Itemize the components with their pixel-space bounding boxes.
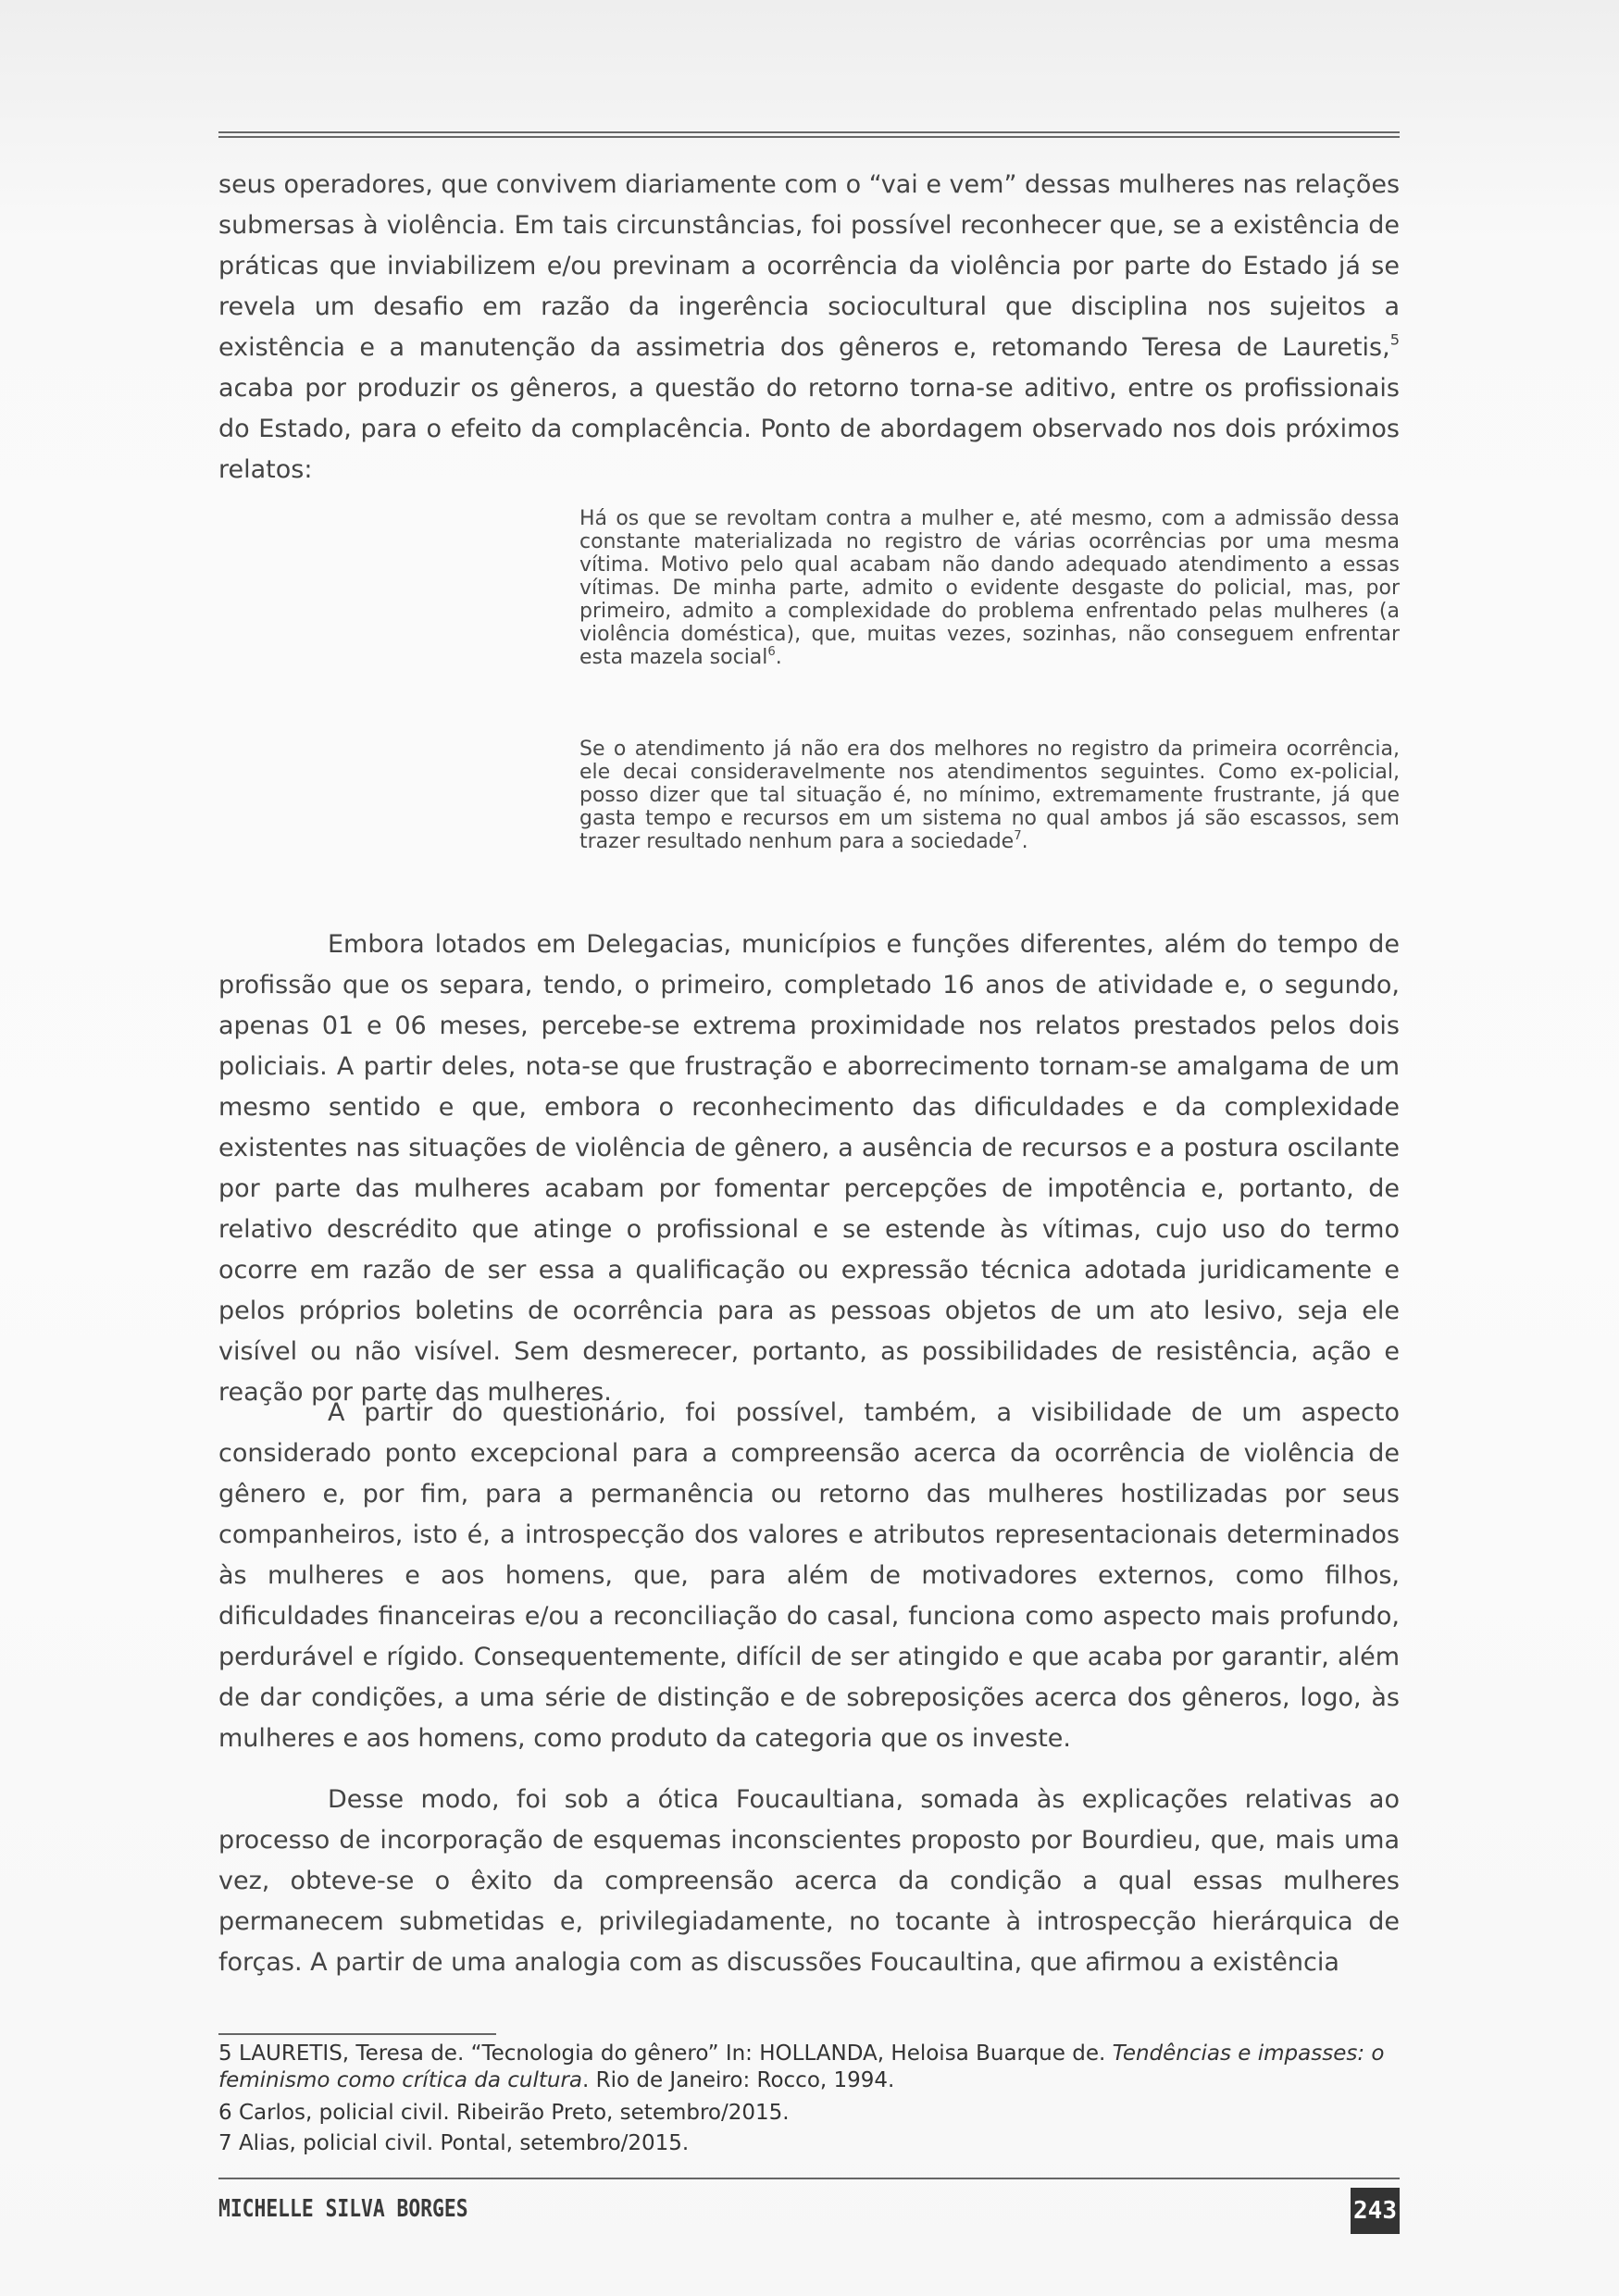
paragraph-1-text-b: acaba por produzir os gêneros, a questão do retorno torna-se aditivo, entre os profissionais do Estado, para o efeito da complacência. Ponto de abordagem observado nos dois próximos relatos: <box>218 374 1400 484</box>
document-page <box>218 0 1400 2296</box>
footnote-5-title: Tendências e impasses: o feminismo como crítica da cultura <box>218 2042 1385 2092</box>
paragraph-4: Desse modo, foi sob a ótica Foucaultiana, somada às explicações relativas ao processo de incorporação de esquemas inconscientes proposto por Bourdieu, que, mais uma vez, obteve-se o êxito da compreensão acerca da condição a qual essas mulheres permanecem submetidas e, privilegiadamente, no tocante à introspecção hierárquica de forças. A partir de uma analogia com as discussões Foucaultina, que afirmou a existência <box>218 1785 1400 1977</box>
footnote-5 <box>218 2041 1400 2094</box>
header-double-rule <box>218 131 1400 138</box>
footnote-5-lead: 5 LAURETIS, Teresa de. “Tecnologia do gênero” In: HOLLANDA, Heloisa Buarque de. <box>218 2042 1113 2066</box>
block-quote-1-text: Há os que se revoltam contra a mulher e, até mesmo, com a admissão dessa constante materializada no registro de várias ocorrências por uma mesma vítima. Motivo pelo qual acabam não dando adequado atendimento a essas vítimas. De minha parte, admito o evidente desgaste do policial, mas, por primeiro, admito a complexidade do problema enfrentado pelas mulheres (a violência doméstica), que, muitas vezes, sozinhas, não conseguem enfrentar esta mazela social <box>579 507 1400 669</box>
author-name: MICHELLE SILVA BORGES <box>218 2195 468 2223</box>
footnote-separator <box>218 2033 496 2035</box>
block-quote-2-end: . <box>1021 830 1028 853</box>
footnote-ref-7[interactable]: 7 <box>1014 828 1022 843</box>
footnote-7: 7 Alias, policial civil. Pontal, setembro/2015. <box>218 2131 690 2155</box>
footnote-6: 6 Carlos, policial civil. Ribeirão Preto, setembro/2015. <box>218 2101 790 2125</box>
block-quote-2 <box>579 738 1400 853</box>
block-quote-1-end: . <box>775 646 782 669</box>
block-quote-1 <box>579 507 1400 669</box>
footnote-5-tail: . Rio de Janeiro: Rocco, 1994. <box>582 2068 895 2092</box>
paragraph-1 <box>218 165 1400 490</box>
footnote-ref-6[interactable]: 6 <box>767 644 776 659</box>
paragraph-3: A partir do questionário, foi possível, também, a visibilidade de um aspecto considerado ponto excepcional para a compreensão acerca da ocorrência de violência de gênero e, por fim, para a permanência ou retorno das mulheres hostilizadas por seus companheiros, isto é, a introspecção dos valores e atributos representacionais determinados às mulheres e aos homens, que, para além de motivadores externos, como filhos, dificuldades financeiras e/ou a reconciliação do casal, funciona como aspecto mais profundo, perdurável e rígido. Consequentemente, difícil de ser atingido e que acaba por garantir, além de dar condições, a uma série de distinção e de sobreposições acerca dos gêneros, logo, às mulheres e aos homens, como produto da categoria que os investe. <box>218 1398 1400 1753</box>
paragraph-2: Embora lotados em Delegacias, municípios e funções diferentes, além do tempo de profissão que os separa, tendo, o primeiro, completado 16 anos de atividade e, o segundo, apenas 01 e 06 meses, percebe-se extrema proximidade nos relatos prestados pelos dois policiais. A partir deles, nota-se que frustração e aborrecimento tornam-se amalgama de um mesmo sentido e que, embora o reconhecimento das dificuldades e da complexidade existentes nas situações de violência de gênero, a ausência de recursos e a postura oscilante por parte das mulheres acabam por fomentar percepções de impotência e, portanto, de relativo descrédito que atinge o profissional e se estende às vítimas, cujo uso do termo ocorre em razão de ser essa a qualificação ou expressão técnica adotada juridicamente e pelos próprios boletins de ocorrência para as pessoas objetos de um ato lesivo, seja ele visível ou não visível. Sem desmerecer, portanto, as possibilidades de resistência, ação e reação por parte das mulheres. <box>218 930 1400 1407</box>
block-quote-2-text: Se o atendimento já não era dos melhores no registro da primeira ocorrência, ele decai consideravelmente nos atendimentos seguintes. Como ex-policial, posso dizer que tal situação é, no mínimo, extremamente frustrante, já que gasta tempo e recursos em um sistema no qual ambos já são escassos, sem trazer resultado nenhum para a sociedade <box>579 738 1400 853</box>
footer-rule <box>218 2178 1400 2179</box>
page-number-badge: 243 <box>1351 2188 1400 2234</box>
footnote-ref-5[interactable]: 5 <box>1389 330 1400 349</box>
paragraph-1-text-a: seus operadores, que convivem diariamente com o “vai e vem” dessas mulheres nas relações submersas à violência. Em tais circunstâncias, foi possível reconhecer que, se a existência de práticas que inviabilizem e/ou previnam a ocorrência da violência por parte do Estado já se revela um desafio em razão da ingerência sociocultural que disciplina nos sujeitos a existência e a manutenção da assimetria dos gêneros e, retomando Teresa de Lauretis, <box>218 170 1401 362</box>
